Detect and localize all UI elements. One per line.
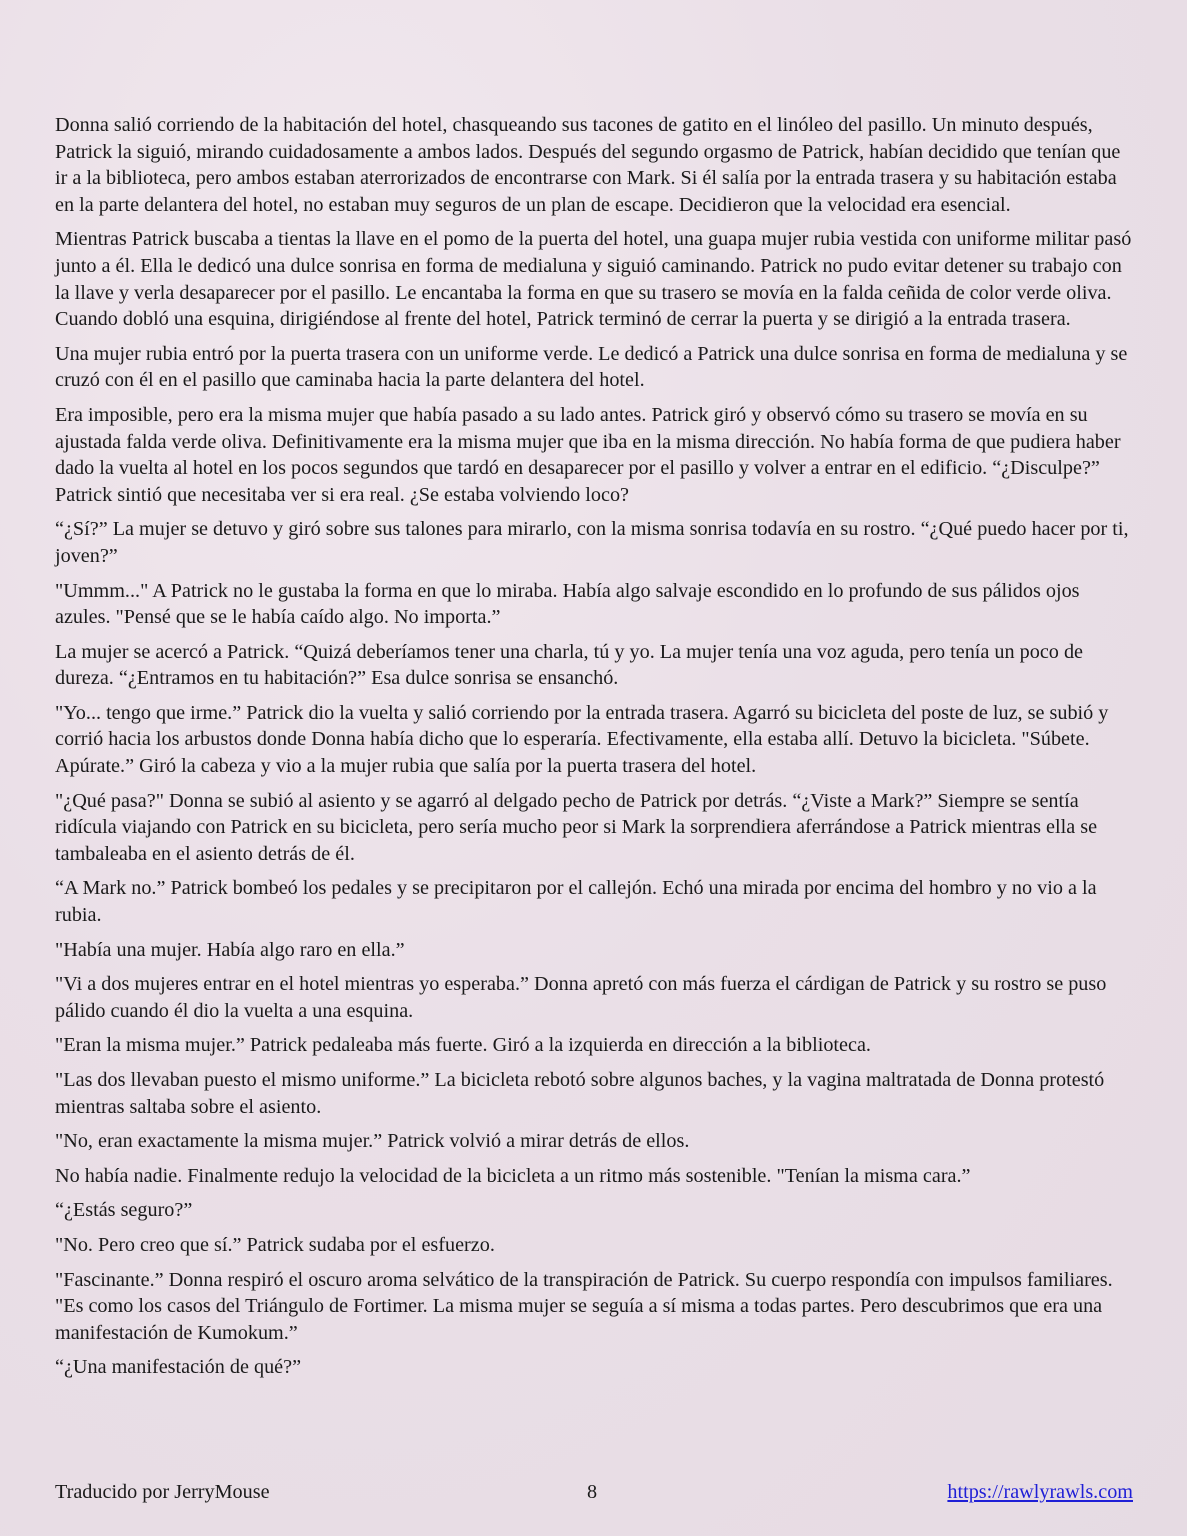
- paragraph-1: Donna salió corriendo de la habitación del hotel, chasqueando sus tacones de gatito en el linóleo del pasillo. Un minuto después, Patrick la siguió, mirando cuidadosamente a ambos lados. Después del segundo orgasmo de Patrick, habían decidido que tenían que ir a la biblioteca, pero ambos estaban aterrorizados de encontrarse con Mark. Si él salía por la entrada trasera y su habitación estaba en la parte delantera del hotel, no estaban muy seguros de un plan de escape. Decidieron que la velocidad era esencial.: [55, 114, 1121, 216]
- paragraph-19: "Fascinante.” Donna respiró el oscuro aroma selvático de la transpiración de Patrick. Su cuerpo respondía con impulsos familiares. "Es como los casos del Triángulo de Fortimer. La misma mujer se seguía a sí misma a todas partes. Pero descubrimos que era una manifestación de Kumokum.”: [55, 1268, 1113, 1344]
- paragraph-11: "Había una mujer. Había algo raro en ella.”: [55, 938, 405, 961]
- paragraph-8: "Yo... tengo que irme.” Patrick dio la vuelta y salió corriendo por la entrada trasera. Agarró su bicicleta del poste de luz, se subió y corrió hacia los arbustos donde Donna había dicho que lo esperaría. Efectivamente, ella estaba allí. Detuvo la bicicleta. "Súbete. Apúrate.” Giró la cabeza y vio a la mujer rubia que salía por la puerta trasera del hotel.: [55, 701, 1109, 778]
- translator-credit: Traducido por JerryMouse: [55, 1481, 270, 1503]
- paragraph-10: “A Mark no.” Patrick bombeó los pedales y se precipitaron por el callejón. Echó una mirada por encima del hombro y no vio a la rubia.: [55, 877, 1097, 927]
- paragraph-12: "Vi a dos mujeres entrar en el hotel mientras yo esperaba.” Donna apretó con más fuerza el cárdigan de Patrick y su rostro se puso pálido cuando él dio la vuelta a una esquina.: [55, 973, 1107, 1022]
- paragraph-13: "Eran la misma mujer.” Patrick pedaleaba más fuerte. Giró a la izquierda en dirección a la biblioteca.: [55, 1034, 871, 1057]
- website-link[interactable]: https://rawlyrawls.com: [947, 1481, 1133, 1503]
- paragraph-20: “¿Una manifestación de qué?”: [55, 1356, 302, 1379]
- paragraph-17: “¿Estás seguro?”: [55, 1199, 193, 1222]
- page-body: [55, 112, 1135, 1389]
- paragraph-18: "No. Pero creo que sí.” Patrick sudaba por el esfuerzo.: [55, 1233, 495, 1256]
- paragraph-2: Mientras Patrick buscaba a tientas la llave en el pomo de la puerta del hotel, una guapa mujer rubia vestida con uniforme militar pasó junto a él. Ella le dedicó una dulce sonrisa en forma de medialuna y siguió caminando. Patrick no pudo evitar detener su trabajo con la llave y verla desaparecer por el pasillo. Le encantaba la forma en que su trasero se movía en la falda ceñida de color verde oliva. Cuando dobló una esquina, dirigiéndose al frente del hotel, Patrick terminó de cerrar la puerta y se dirigió a la entrada trasera.: [55, 228, 1132, 331]
- paragraph-5: “¿Sí?” La mujer se detuvo y giró sobre sus talones para mirarlo, con la misma sonrisa todavía en su rostro. “¿Qué puedo hacer por ti, joven?”: [55, 518, 1129, 567]
- paragraph-6: "Ummm..." A Patrick no le gustaba la forma en que lo miraba. Había algo salvaje escondido en lo profundo de sus pálidos ojos azules. "Pensé que se le había caído algo. No importa.”: [55, 579, 1080, 629]
- page-footer: [55, 1479, 1133, 1507]
- paragraph-4: Era imposible, pero era la misma mujer que había pasado a su lado antes. Patrick giró y observó cómo su trasero se movía en su ajustada falda verde oliva. Definitivamente era la misma mujer que iba en la misma dirección. No había forma de que pudiera haber dado la vuelta al hotel en los pocos segundos que tardó en desaparecer por el pasillo y volver a entrar en el edificio. “¿Disculpe?” Patrick sintió que necesitaba ver si era real. ¿Se estaba volviendo loco?: [55, 403, 1121, 506]
- paragraph-14: "Las dos llevaban puesto el mismo uniforme.” La bicicleta rebotó sobre algunos baches, y la vagina maltratada de Donna protestó mientras saltaba sobre el asiento.: [55, 1069, 1105, 1118]
- page-number: 8: [587, 1481, 598, 1503]
- paragraph-15: "No, eran exactamente la misma mujer.” Patrick volvió a mirar detrás de ellos.: [55, 1130, 690, 1153]
- paragraph-3: Una mujer rubia entró por la puerta trasera con un uniforme verde. Le dedicó a Patrick una dulce sonrisa en forma de medialuna y se cruzó con él en el pasillo que caminaba hacia la parte delantera del hotel.: [55, 342, 1128, 392]
- paragraph-9: "¿Qué pasa?" Donna se subió al asiento y se agarró al delgado pecho de Patrick por detrás. “¿Viste a Mark?” Siempre se sentía ridícula viajando con Patrick en su bicicleta, pero sería mucho peor si Mark la sorprendiera aferrándose a Patrick mientras ella se tambaleaba en el asiento detrás de él.: [55, 789, 1098, 865]
- paragraph-7: La mujer se acercó a Patrick. “Quizá deberíamos tener una charla, tú y yo. La mujer tenía una voz aguda, pero tenía un poco de dureza. “¿Entramos en tu habitación?” Esa dulce sonrisa se ensanchó.: [55, 640, 1083, 690]
- paragraph-16: No había nadie. Finalmente redujo la velocidad de la bicicleta a un ritmo más sostenible. "Tenían la misma cara.”: [55, 1164, 971, 1187]
